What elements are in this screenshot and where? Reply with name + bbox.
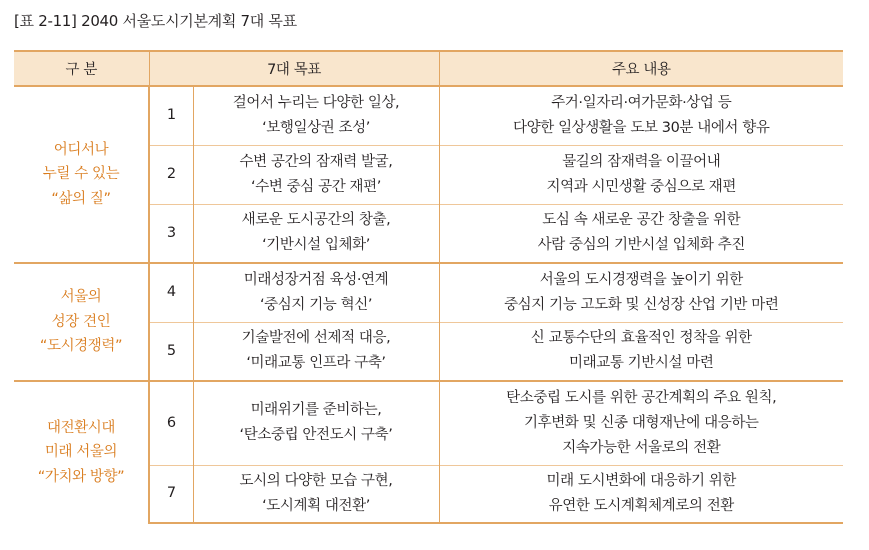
goal-line: 수변 공간의 잠재력 발굴,: [239, 153, 393, 170]
content-line: 도심 속 새로운 공간 창출을 위한: [542, 212, 741, 229]
goals-table: [14, 50, 843, 524]
group-line: 성장 견인: [51, 313, 111, 330]
content-line: 지속가능한 서울로의 전환: [562, 439, 721, 456]
table-row: [14, 86, 843, 145]
goal-line: 미래성장거점 육성·연계: [243, 271, 389, 288]
group-line: 누릴 수 있는: [42, 166, 120, 183]
content-line: 지역과 시민생활 중심으로 재편: [546, 178, 737, 195]
goal-cell: [193, 381, 439, 465]
goal-number: 2: [149, 145, 193, 204]
group-label: [14, 263, 149, 381]
goal-line: 도시의 다양한 모습 구현,: [239, 472, 393, 489]
table-row: [14, 263, 843, 322]
goal-line: ‘기반시설 입체화’: [262, 237, 370, 254]
goal-line: 기술발전에 선제적 대응,: [241, 330, 391, 347]
content-line: 유연한 도시계획체계로의 전환: [548, 497, 734, 514]
goal-line: ‘수변 중심 공간 재편’: [251, 178, 381, 195]
group-label: [14, 86, 149, 263]
goal-cell: [193, 465, 439, 523]
content-line: 기후변화 및 신종 대형재난에 대응하는: [523, 414, 759, 431]
goal-cell: [193, 86, 439, 145]
goal-line: ‘보행일상권 조성’: [262, 119, 370, 136]
content-cell: [439, 263, 843, 322]
goal-line: ‘도시계획 대전환’: [262, 497, 370, 514]
goal-line: ‘중심지 기능 혁신’: [259, 296, 373, 313]
content-cell: [439, 86, 843, 145]
content-line: 사람 중심의 기반시설 입체화 추진: [537, 237, 745, 254]
table-row: [14, 381, 843, 465]
group-line: “가치와 방향”: [37, 468, 125, 485]
content-line: 다양한 일상생활을 도보 30분 내에서 향유: [513, 119, 770, 136]
group-line: 서울의: [60, 289, 102, 306]
goal-number: 1: [149, 86, 193, 145]
content-cell: [439, 381, 843, 465]
content-line: 서울의 도시경쟁력을 높이기 위한: [539, 271, 743, 288]
table-caption: [표 2-11] 2040 서울도시기본계획 7대 목표: [14, 12, 297, 30]
goal-line: 미래위기를 준비하는,: [250, 402, 382, 419]
goal-cell: [193, 263, 439, 322]
goal-number: 5: [149, 322, 193, 381]
content-cell: [439, 465, 843, 523]
goal-line: ‘미래교통 인프라 구축’: [246, 355, 386, 372]
goal-number: 4: [149, 263, 193, 322]
content-line: 물길의 잠재력을 이끌어내: [562, 153, 721, 170]
content-line: 중심지 기능 고도화 및 신성장 산업 기반 마련: [504, 296, 779, 313]
group-line: 어디서나: [53, 141, 109, 158]
goal-cell: [193, 322, 439, 381]
goal-line: ‘탄소중립 안전도시 구축’: [239, 427, 393, 444]
goal-number: 6: [149, 381, 193, 465]
group-line: “도시경쟁력”: [39, 338, 123, 355]
content-line: 신 교통수단의 효율적인 정착을 위한: [530, 330, 752, 347]
content-cell: [439, 145, 843, 204]
group-line: “삶의 질”: [51, 190, 111, 207]
group-line: 대전환시대: [46, 419, 116, 436]
content-cell: [439, 322, 843, 381]
content-line: 미래 도시변화에 대응하기 위한: [546, 472, 737, 489]
goal-line: 걸어서 누리는 다양한 일상,: [232, 94, 400, 111]
content-line: 미래교통 기반시설 마련: [569, 355, 714, 372]
goal-number: 3: [149, 204, 193, 263]
goal-cell: [193, 145, 439, 204]
content-line: 탄소중립 도시를 위한 공간계획의 주요 원칙,: [506, 389, 777, 406]
group-line: 미래 서울의: [44, 444, 118, 461]
group-label: [14, 381, 149, 523]
header-content: 주요 내용: [439, 51, 843, 86]
goal-cell: [193, 204, 439, 263]
table-header-row: [14, 51, 843, 86]
header-goal: 7대 목표: [149, 51, 439, 86]
content-cell: [439, 204, 843, 263]
goal-number: 7: [149, 465, 193, 523]
header-group: 구 분: [14, 51, 149, 86]
content-line: 주거·일자리·여가문화·상업 등: [551, 94, 732, 111]
goal-line: 새로운 도시공간의 창출,: [241, 212, 391, 229]
